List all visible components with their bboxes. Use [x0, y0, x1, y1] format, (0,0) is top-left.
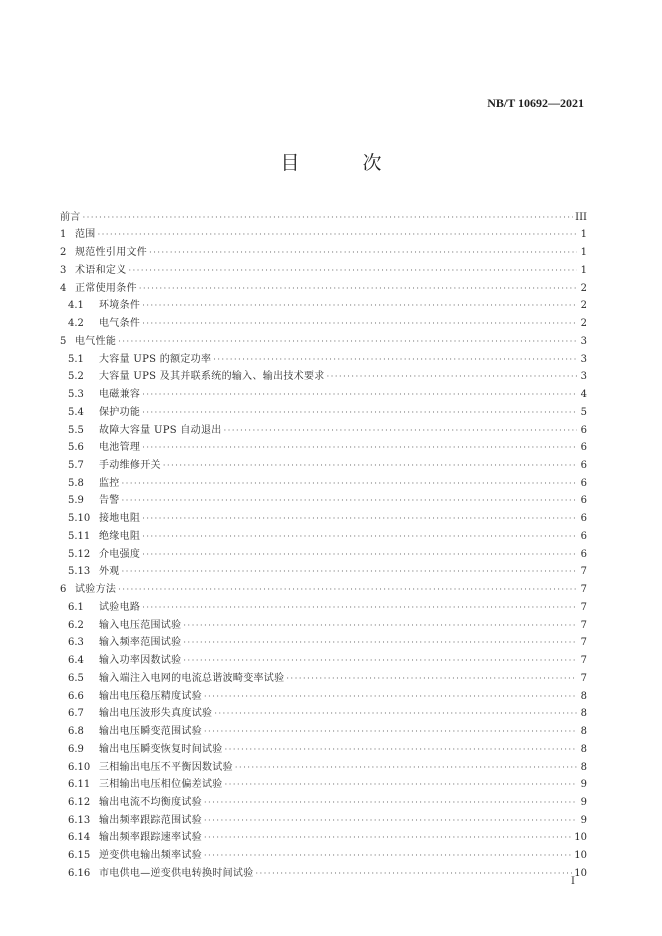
toc-entry[interactable] — [60, 383, 587, 401]
toc-entry[interactable] — [60, 330, 587, 348]
toc-entry-page: 7 — [580, 637, 587, 649]
toc-entry-title: 保护功能 — [99, 406, 141, 418]
toc-entry-page: 3 — [580, 353, 587, 365]
toc-dot-leader — [224, 425, 577, 437]
toc-entry[interactable] — [60, 507, 587, 525]
toc-entry-title: 试验方法 — [75, 584, 117, 596]
toc-dot-leader — [142, 513, 577, 525]
toc-entry[interactable] — [60, 809, 587, 827]
toc-entry-title: 电池管理 — [99, 442, 141, 454]
toc-dot-leader — [183, 620, 577, 632]
toc-dot-leader — [204, 726, 577, 738]
toc-entry-number: 6.5 — [68, 672, 84, 684]
toc-entry-number: 6.1 — [68, 601, 84, 613]
toc-entry[interactable] — [60, 206, 587, 224]
toc-entry[interactable] — [60, 224, 587, 242]
toc-entry-title: 告警 — [99, 495, 120, 507]
toc-entry-number: 6.12 — [68, 796, 91, 808]
toc-entry-title: 绝缘电阻 — [99, 530, 141, 542]
toc-dot-leader — [142, 300, 577, 312]
toc-entry-number: 5.6 — [68, 442, 84, 454]
toc-entry[interactable] — [60, 756, 587, 774]
toc-entry-number: 6.11 — [68, 779, 91, 791]
toc-entry-number: 5.4 — [68, 406, 84, 418]
toc-entry-title: 三相输出电压相位偏差试验 — [99, 779, 223, 791]
toc-entry-page: 7 — [580, 566, 587, 578]
toc-entry-title: 正常使用条件 — [75, 282, 137, 294]
toc-entry-title: 电磁兼容 — [99, 389, 141, 401]
toc-entry-number: 5.1 — [68, 353, 84, 365]
toc-entry-number: 4.1 — [68, 300, 84, 312]
toc-entry[interactable] — [60, 791, 587, 809]
toc-entry-page: 8 — [580, 708, 587, 720]
toc-entry-title: 故障大容量 UPS 自动退出 — [99, 424, 222, 436]
toc-entry-page: 6 — [580, 477, 587, 489]
toc-dot-leader — [204, 797, 577, 809]
toc-entry[interactable] — [60, 525, 587, 543]
toc-entry[interactable] — [60, 472, 587, 490]
toc-dot-leader — [225, 779, 577, 791]
toc-entry[interactable] — [60, 862, 587, 880]
toc-entry-page: 7 — [580, 619, 587, 631]
toc-entry-title: 输入功率因数试验 — [99, 655, 182, 667]
toc-entry[interactable] — [60, 632, 587, 650]
toc-entry-number: 6.4 — [68, 655, 84, 667]
toc-entry-number: 6.2 — [68, 619, 84, 631]
toc-entry-page: 9 — [580, 796, 587, 808]
toc-entry[interactable] — [60, 667, 587, 685]
toc-entry-title: 输出电压波形失真度试验 — [99, 708, 213, 720]
toc-entry-number: 5.7 — [68, 460, 84, 472]
toc-entry-page: 6 — [580, 424, 587, 436]
toc-entry-page: 6 — [580, 548, 587, 560]
toc-dot-leader — [98, 229, 577, 241]
table-of-contents — [60, 206, 587, 880]
toc-entry-page: 1 — [580, 229, 587, 241]
toc-entry-number: 6.10 — [68, 761, 91, 773]
toc-entry-title: 监控 — [99, 477, 120, 489]
toc-entry-page: 6 — [580, 530, 587, 542]
toc-entry-number: 5.10 — [68, 513, 91, 525]
toc-dot-leader — [129, 265, 578, 277]
toc-entry-title: 外观 — [99, 566, 120, 578]
toc-entry-number: 5.13 — [68, 566, 91, 578]
toc-entry-title: 大容量 UPS 及其并联系统的输入、输出技术要求 — [99, 371, 325, 383]
toc-entry[interactable] — [60, 490, 587, 508]
toc-entry-number: 5.9 — [68, 495, 84, 507]
toc-entry[interactable] — [60, 685, 587, 703]
toc-entry[interactable] — [60, 720, 587, 738]
toc-entry[interactable] — [60, 366, 587, 384]
toc-dot-leader — [118, 336, 577, 348]
toc-entry-number: 6 — [60, 584, 67, 596]
toc-entry-number: 5.3 — [68, 389, 84, 401]
toc-entry-page: 5 — [580, 406, 587, 418]
toc-entry[interactable] — [60, 312, 587, 330]
toc-entry-title: 输入频率范围试验 — [99, 637, 182, 649]
toc-entry-page: 1 — [580, 247, 587, 259]
toc-entry-title: 输出频率跟踪速率试验 — [99, 832, 202, 844]
toc-entry[interactable] — [60, 649, 587, 667]
toc-entry-title: 逆变供电输出频率试验 — [99, 850, 202, 862]
toc-entry[interactable] — [60, 596, 587, 614]
toc-entry-title: 范围 — [75, 229, 96, 241]
toc-entry-page: III — [575, 211, 587, 223]
toc-entry-number: 6.3 — [68, 637, 84, 649]
toc-entry[interactable] — [60, 774, 587, 792]
toc-entry[interactable] — [60, 578, 587, 596]
toc-entry[interactable] — [60, 543, 587, 561]
toc-entry[interactable] — [60, 437, 587, 455]
toc-entry-title: 输出电压瞬变恢复时间试验 — [99, 743, 223, 755]
toc-dot-leader — [235, 762, 577, 774]
toc-entry-title: 试验电路 — [99, 601, 141, 613]
toc-entry-page: 8 — [580, 726, 587, 738]
toc-entry-number: 5.8 — [68, 477, 84, 489]
toc-entry-number: 6.13 — [68, 814, 91, 826]
toc-entry-number: 6.16 — [68, 867, 91, 879]
toc-entry[interactable] — [60, 259, 587, 277]
toc-entry-title: 电气性能 — [75, 335, 117, 347]
toc-entry-title: 环境条件 — [99, 300, 141, 312]
page-number: I — [571, 876, 575, 887]
toc-entry-page: 6 — [580, 495, 587, 507]
toc-entry-title: 前言 — [60, 211, 81, 223]
toc-entry-page: 7 — [580, 601, 587, 613]
toc-entry-title: 输入电压范围试验 — [99, 619, 182, 631]
toc-entry-page: 2 — [580, 318, 587, 330]
toc-dot-leader — [122, 566, 577, 578]
toc-dot-leader — [83, 212, 574, 224]
toc-dot-leader — [286, 673, 577, 685]
toc-entry-page: 8 — [580, 743, 587, 755]
toc-dot-leader — [142, 318, 577, 330]
toc-entry-page: 3 — [580, 371, 587, 383]
toc-dot-leader — [256, 868, 573, 880]
toc-entry-number: 5.11 — [68, 530, 91, 542]
toc-dot-leader — [214, 708, 577, 720]
toc-entry-page: 10 — [574, 832, 587, 844]
toc-entry-title: 三相输出电压不平衡因数试验 — [99, 761, 233, 773]
toc-entry-page: 7 — [580, 672, 587, 684]
toc-entry-number: 2 — [60, 247, 67, 259]
toc-entry-page: 9 — [580, 814, 587, 826]
toc-entry-title: 电气条件 — [99, 318, 141, 330]
toc-dot-leader — [142, 442, 577, 454]
toc-entry-page: 10 — [574, 867, 587, 879]
document-code: NB/T 10692—2021 — [487, 96, 584, 110]
toc-dot-leader — [183, 655, 577, 667]
toc-entry-number: 5.2 — [68, 371, 84, 383]
toc-dot-leader — [142, 407, 577, 419]
toc-entry-number: 4.2 — [68, 318, 84, 330]
toc-entry[interactable] — [60, 348, 587, 366]
toc-entry-number: 6.6 — [68, 690, 84, 702]
toc-entry-title: 输出电压稳压精度试验 — [99, 690, 202, 702]
toc-dot-leader — [204, 832, 572, 844]
toc-title: 目 次 — [280, 152, 404, 174]
toc-dot-leader — [204, 850, 572, 862]
toc-entry[interactable] — [60, 703, 587, 721]
toc-entry-number: 5.5 — [68, 424, 84, 436]
toc-dot-leader — [225, 744, 577, 756]
toc-entry[interactable] — [60, 454, 587, 472]
toc-dot-leader — [213, 354, 577, 366]
toc-entry[interactable] — [60, 827, 587, 845]
toc-dot-leader — [204, 815, 577, 827]
toc-dot-leader — [142, 531, 577, 543]
toc-entry[interactable] — [60, 241, 587, 259]
toc-entry-page: 1 — [580, 264, 587, 276]
toc-entry-title: 输出电压瞬变范围试验 — [99, 726, 202, 738]
toc-entry-title: 规范性引用文件 — [75, 247, 148, 259]
toc-entry-page: 9 — [580, 779, 587, 791]
toc-entry-page: 8 — [580, 690, 587, 702]
toc-dot-leader — [139, 283, 577, 295]
toc-entry-title: 大容量 UPS 的额定功率 — [99, 353, 212, 365]
toc-entry[interactable] — [60, 561, 587, 579]
toc-entry-number: 6.9 — [68, 743, 84, 755]
toc-dot-leader — [142, 602, 577, 614]
toc-dot-leader — [122, 495, 577, 507]
toc-entry[interactable] — [60, 295, 587, 313]
toc-entry-number: 6.14 — [68, 832, 91, 844]
toc-entry-number: 5 — [60, 335, 67, 347]
toc-entry-number: 6.8 — [68, 726, 84, 738]
toc-entry-number: 3 — [60, 264, 67, 276]
toc-entry-page: 2 — [580, 282, 587, 294]
toc-entry[interactable] — [60, 614, 587, 632]
toc-entry-number: 4 — [60, 282, 67, 294]
toc-entry-number: 1 — [60, 229, 67, 241]
toc-entry[interactable] — [60, 844, 587, 862]
toc-entry-page: 6 — [580, 442, 587, 454]
toc-entry-number: 6.15 — [68, 850, 91, 862]
toc-entry[interactable] — [60, 401, 587, 419]
toc-entry-page: 6 — [580, 513, 587, 525]
toc-entry[interactable] — [60, 419, 587, 437]
toc-dot-leader — [149, 247, 577, 259]
toc-entry-page: 6 — [580, 460, 587, 472]
toc-entry-page: 7 — [580, 655, 587, 667]
toc-dot-leader — [204, 691, 577, 703]
toc-entry-title: 输入端注入电网的电流总谐波畸变率试验 — [99, 672, 285, 684]
toc-entry-title: 接地电阻 — [99, 513, 141, 525]
toc-entry-page: 10 — [574, 850, 587, 862]
toc-entry-number: 6.7 — [68, 708, 84, 720]
toc-dot-leader — [142, 549, 577, 561]
toc-entry-page: 2 — [580, 300, 587, 312]
toc-dot-leader — [327, 371, 577, 383]
toc-entry-title: 手动维修开关 — [99, 460, 161, 472]
toc-dot-leader — [163, 460, 577, 472]
toc-entry-page: 7 — [580, 584, 587, 596]
toc-entry[interactable] — [60, 738, 587, 756]
toc-entry-page: 8 — [580, 761, 587, 773]
toc-dot-leader — [118, 584, 577, 596]
toc-entry-title: 介电强度 — [99, 548, 141, 560]
toc-dot-leader — [122, 478, 577, 490]
toc-entry[interactable] — [60, 277, 587, 295]
toc-entry-page: 4 — [580, 389, 587, 401]
toc-entry-page: 3 — [580, 335, 587, 347]
toc-entry-title: 市电供电—逆变供电转换时间试验 — [99, 867, 254, 879]
toc-dot-leader — [142, 389, 577, 401]
toc-dot-leader — [183, 637, 577, 649]
toc-entry-number: 5.12 — [68, 548, 91, 560]
toc-entry-title: 输出频率跟踪范围试验 — [99, 814, 202, 826]
toc-entry-title: 术语和定义 — [75, 264, 127, 276]
toc-entry-title: 输出电流不均衡度试验 — [99, 796, 202, 808]
